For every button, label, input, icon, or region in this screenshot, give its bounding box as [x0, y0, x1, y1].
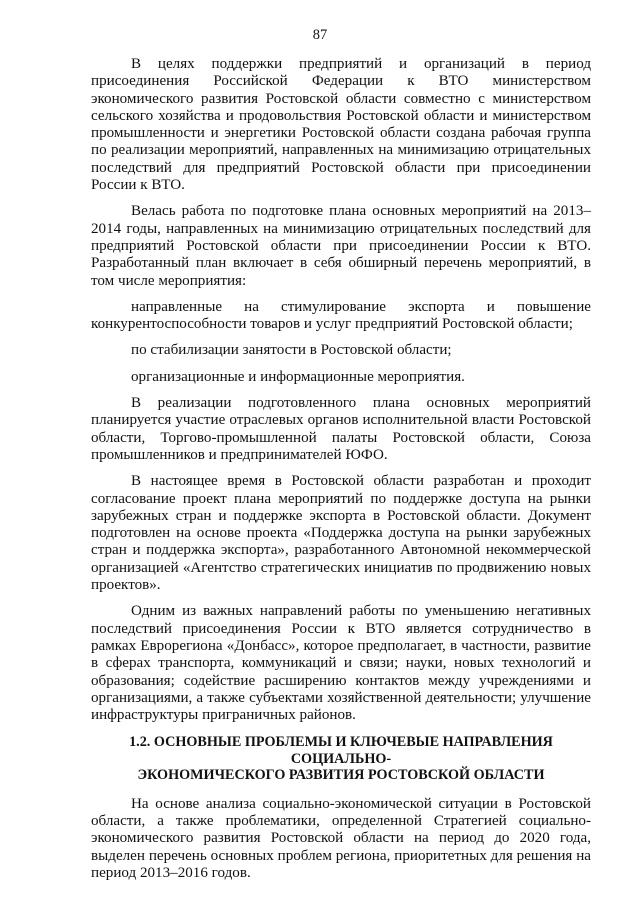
page-content: [91, 56, 591, 882]
paragraph-wto-working-group: В целях поддержки предприятий и организаций в период присоединения Российской Федерации к ВТО министерством экономического развития Ростовской области совместно с министерством сельского хозяйства и продовольствия Ростовской области и министерством промышленности и энергетики Ростовской области создана рабочая группа по реализации мероприятий, направленных на минимизацию отрицательных последствий для предприятий Ростовской области при присоединении России к ВТО.: [91, 56, 591, 194]
list-item-export-support: направленные на стимулирование экспорта и повышение конкурентоспособности товаров и услуг предприятий Ростовской области;: [91, 298, 591, 333]
paragraph-plan-participants: В реализации подготовленного плана основных мероприятий планируется участие отраслевых органов исполнительной власти Ростовской области, Торгово-промышленной палаты Ростовской области, Союза промышленников и предпринимателей ЮФО.: [91, 395, 591, 463]
paragraph-problems-analysis: На основе анализа социально-экономической ситуации в Ростовской области, а также проблематики, определенной Стратегией социально-экономического развития Ростовской области на период до 2020 года, выделен перечень основных проблем региона, приоритетных для решения на период 2013–2016 годов.: [91, 795, 591, 882]
list-item-employment: по стабилизации занятости в Ростовской области;: [131, 342, 452, 359]
section-heading-line-1: 1.2. ОСНОВНЫЕ ПРОБЛЕМЫ И КЛЮЧЕВЫЕ НАПРАВЛЕНИЯ СОЦИАЛЬНО-: [129, 734, 553, 767]
page-number: 87: [312, 27, 328, 43]
section-heading-line-2: ЭКОНОМИЧЕСКОГО РАЗВИТИЯ РОСТОВСКОЙ ОБЛАСТИ: [137, 767, 545, 784]
paragraph-donbass-euroregion: Одним из важных направлений работы по уменьшению негативных последствий присоединения России к ВТО является сотрудничество в рамках Еврорегиона «Донбасс», которое предполагает, в частности, развитие в сферах транспорта, коммуникаций и связи; науки, новых технологий и образования; содействие расширению контактов между учреждениями и организациями, а также субъектами хозяйственной деятельности; улучшение инфраструктуры приграничных районов.: [91, 603, 591, 724]
paragraph-export-plan: В настоящее время в Ростовской области разработан и проходит согласование проект плана мероприятий по поддержке доступа на рынки зарубежных стран и поддержке экспорта в Ростовской области. Документ подготовлен на основе проекта «Поддержка доступа на рынки зарубежных стран и поддержка экспорта», разработанного Автономной некоммерческой организацией «Агентство стратегических инициатив по продвижению новых проектов».: [91, 473, 591, 594]
list-item-organizational: организационные и информационные мероприятия.: [131, 368, 465, 385]
paragraph-action-plan: Велась работа по подготовке плана основных мероприятий на 2013–2014 годы, направленных на минимизацию отрицательных последствий для предприятий Ростовской области при присоединении России к ВТО. Разработанный план включает в себя обширный перечень мероприятий, в том числе мероприятия:: [91, 203, 591, 289]
section-heading: [91, 734, 591, 784]
